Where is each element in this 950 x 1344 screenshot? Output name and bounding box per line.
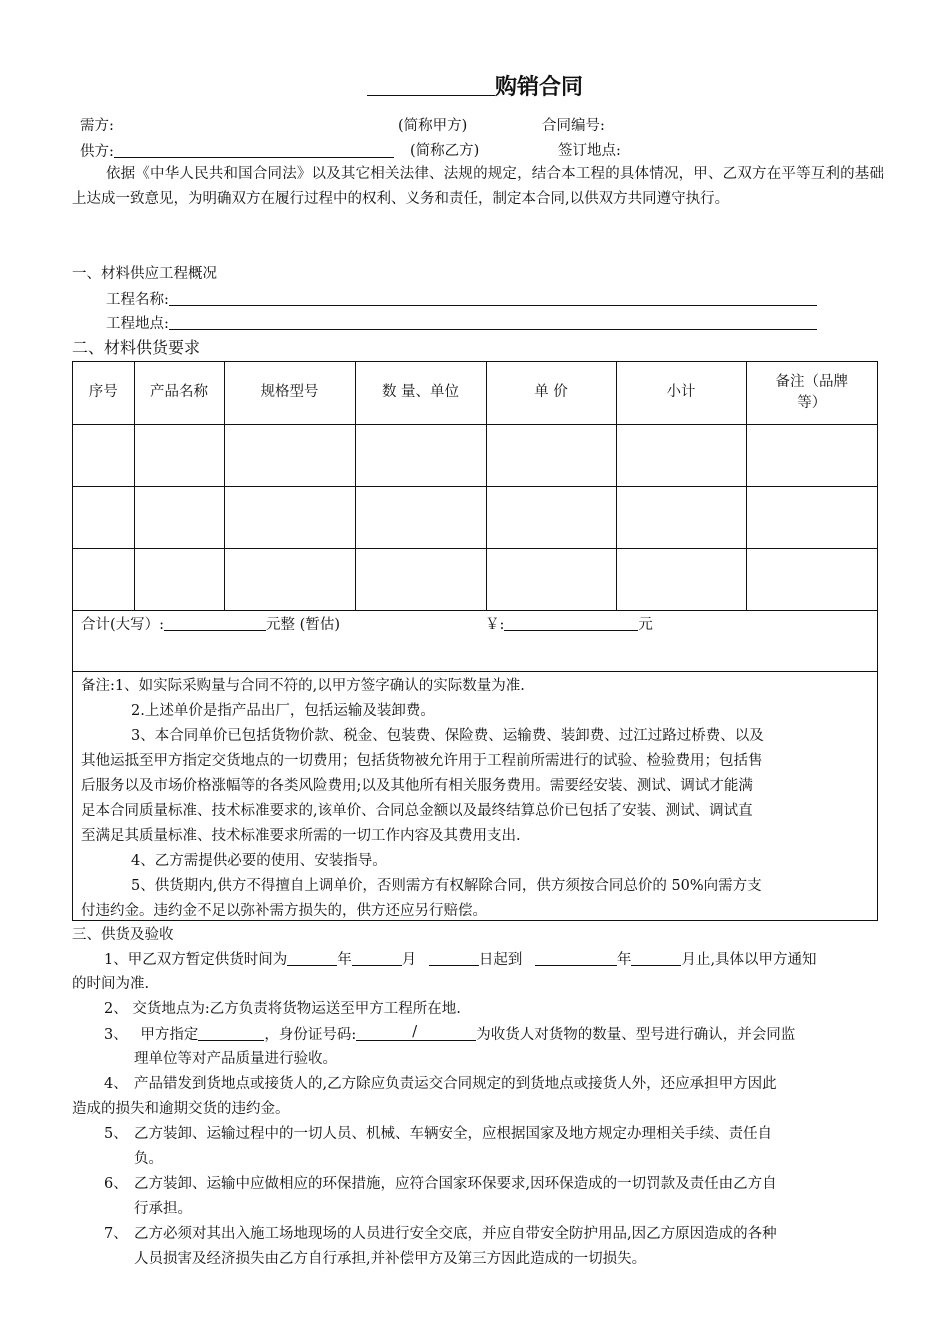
col-header-product-name: 产品名称 xyxy=(134,362,224,424)
note-line: 5、供货期内,供方不得擅自上调单价，否则需方有权解除合同，供方须按合同总价的 50%向需方支 xyxy=(131,878,762,894)
delivery-time-cont: 的时间为准. xyxy=(72,976,150,992)
col-header-quantity-unit: 数 量、单位 xyxy=(355,362,486,424)
delivery-place: 2、 交货地点为:乙方负责将货物运送至甲方工程所在地. xyxy=(104,1001,461,1017)
note-line: 备注:1、如实际采购量与合同不符的,以甲方签字确认的实际数量为准. xyxy=(81,678,525,694)
intro-paragraph: 依据《中华人民共和国合同法》以及其它相关法律、法规的规定，结合本工程的具体情况，甲、乙双方在平等互利的基础上达成一致意见，为明确双方在履行过程中的权利、义务和责任，制定本合同,以供双方共同遵守执行。 xyxy=(72,166,884,207)
table-cell[interactable] xyxy=(224,424,355,486)
buyer-label: 需方: xyxy=(80,118,114,134)
seller-name-field[interactable] xyxy=(114,141,394,158)
start-month-label: 月 xyxy=(401,952,417,968)
start-year-label: 年 xyxy=(337,952,352,968)
total-amount-words xyxy=(81,614,340,635)
sign-place-label: 签订地点: xyxy=(558,143,621,159)
yen-suffix: 元 xyxy=(638,617,653,633)
total-suffix: 元整 (暂估) xyxy=(266,617,340,633)
item7-line1: 乙方必须对其出入施工场地现场的人员进行安全交底，并应自带安全防护用品,因乙方原因造成的各种 xyxy=(134,1226,777,1242)
note-line: 2.上述单价是指产品出厂，包括运输及装卸费。 xyxy=(131,703,435,719)
yen-label: ￥: xyxy=(485,617,505,633)
table-cell[interactable] xyxy=(134,486,224,548)
end-year-label: 年 xyxy=(616,952,632,968)
table-cell[interactable] xyxy=(73,548,134,610)
goods-table-header xyxy=(73,362,877,424)
receiver-duty-text: 为收货人对货物的数量、型号进行确认，并会同监 xyxy=(476,1027,796,1043)
table-cell[interactable] xyxy=(486,424,616,486)
table-row xyxy=(73,548,877,610)
start-day-field[interactable] xyxy=(429,949,479,966)
item5-line1: 乙方装卸、运输过程中的一切人员、机械、车辆安全，应根据国家及地方规定办理相关手续、责任自 xyxy=(134,1126,772,1142)
note-line: 后服务以及市场价格涨幅等的各类风险费用;以及其他所有相关服务费用。需要经安装、测试、调试才能满 xyxy=(81,778,753,794)
note-line: 足本合同质量标准、技术标准要求的,该单价、合同总金额以及最终结算总价已包括了安装、测试、调试直 xyxy=(81,803,753,819)
table-cell[interactable] xyxy=(73,424,134,486)
project-location-field[interactable] xyxy=(169,313,817,330)
table-cell[interactable] xyxy=(486,548,616,610)
table-cell[interactable] xyxy=(746,548,877,610)
project-location-row xyxy=(106,313,817,334)
project-name-label: 工程名称: xyxy=(106,292,169,308)
item5-number: 5、 xyxy=(104,1126,128,1142)
total-amount-yen xyxy=(485,614,653,635)
table-cell[interactable] xyxy=(616,548,746,610)
title-blank-field[interactable] xyxy=(367,72,495,96)
note-line: 其他运抵至甲方指定交货地点的一切费用；包括货物被允许用于工程前所需进行的试验、检验费用；包括售 xyxy=(81,753,763,769)
table-cell[interactable] xyxy=(355,548,486,610)
table-cell[interactable] xyxy=(355,486,486,548)
col-header-unit-price: 单 价 xyxy=(486,362,616,424)
project-name-row xyxy=(106,289,817,310)
id-number-field[interactable] xyxy=(356,1024,476,1041)
end-month-label: 月止,具体以甲方通知 xyxy=(681,952,817,968)
section3-heading: 三、供货及验收 xyxy=(72,927,174,943)
section2-heading: 二、材料供货要求 xyxy=(72,338,201,357)
receiver-row xyxy=(104,1024,795,1045)
supply-requirements-block xyxy=(72,361,878,921)
table-cell[interactable] xyxy=(616,424,746,486)
start-day-label: 日起到 xyxy=(478,952,523,968)
seller-label: 供方: xyxy=(80,144,114,160)
total-row xyxy=(73,610,877,672)
table-row xyxy=(73,424,877,486)
table-cell[interactable] xyxy=(355,424,486,486)
item5-line2: 负。 xyxy=(134,1151,163,1167)
table-cell[interactable] xyxy=(486,486,616,548)
id-number-label: 身份证号码: xyxy=(278,1027,357,1043)
col-header-subtotal: 小计 xyxy=(616,362,746,424)
col-header-spec-model: 规格型号 xyxy=(224,362,355,424)
item6-line2: 行承担。 xyxy=(134,1201,192,1217)
note-line: 4、乙方需提供必要的使用、安装指导。 xyxy=(131,853,387,869)
goods-table xyxy=(73,362,877,611)
item7-number: 7、 xyxy=(104,1226,128,1242)
start-month-field[interactable] xyxy=(352,949,402,966)
item3-number: 3、 xyxy=(104,1027,128,1043)
table-cell[interactable] xyxy=(746,424,877,486)
table-cell[interactable] xyxy=(73,486,134,548)
table-cell[interactable] xyxy=(224,548,355,610)
title-text: 购销合同 xyxy=(494,75,583,100)
item6-number: 6、 xyxy=(104,1176,128,1192)
total-label: 合计(大写）: xyxy=(81,617,165,633)
end-year-field[interactable] xyxy=(535,949,617,966)
buyer-short-name: (简称甲方) xyxy=(398,118,468,134)
seller-short-name: (简称乙方) xyxy=(410,143,480,159)
project-name-field[interactable] xyxy=(169,289,817,306)
table-cell[interactable] xyxy=(616,486,746,548)
end-month-field[interactable] xyxy=(631,949,681,966)
note-line: 付违约金。违约金不足以弥补需方损失的，供方还应另行赔偿。 xyxy=(81,903,487,919)
yen-amount-field[interactable] xyxy=(504,614,638,631)
table-cell[interactable] xyxy=(224,486,355,548)
item4-line1: 产品错发到货地点或接货人的,乙方除应负责运交合同规定的到货地点或接货人外，还应承担甲方因此 xyxy=(134,1076,777,1092)
seller-row xyxy=(80,141,394,162)
contract-title xyxy=(0,72,950,103)
receiver-comma: ， xyxy=(264,1027,279,1043)
section1-heading: 一、材料供应工程概况 xyxy=(72,266,217,282)
receiver-designate-text: 甲方指定 xyxy=(140,1027,199,1043)
note-line: 至满足其质量标准、技术标准要求所需的一切工作内容及其费用支出. xyxy=(81,828,521,844)
start-year-field[interactable] xyxy=(287,949,337,966)
remarks-notes xyxy=(73,672,877,920)
delivery-time-text: 1、甲乙双方暂定供货时间为 xyxy=(104,952,288,968)
receiver-name-field[interactable] xyxy=(198,1024,264,1041)
delivery-time-row xyxy=(104,949,817,970)
col-header-remarks: 备注（品牌等） xyxy=(746,362,877,424)
item4-number: 4、 xyxy=(104,1076,128,1092)
total-words-field[interactable] xyxy=(164,614,266,631)
receiver-cont: 理单位等对产品质量进行验收。 xyxy=(134,1051,337,1067)
contract-number-label: 合同编号: xyxy=(542,118,605,134)
note-line: 3、本合同单价已包括货物价款、税金、包装费、保险费、运输费、装卸费、过江过路过桥费、以及 xyxy=(131,728,764,744)
project-location-label: 工程地点: xyxy=(106,316,169,332)
id-slash: / xyxy=(412,1024,418,1040)
item7-line2: 人员损害及经济损失由乙方自行承担,并补偿甲方及第三方因此造成的一切损失。 xyxy=(134,1251,647,1267)
table-row xyxy=(73,486,877,548)
table-cell[interactable] xyxy=(134,548,224,610)
table-cell[interactable] xyxy=(746,486,877,548)
item6-line1: 乙方装卸、运输中应做相应的环保措施，应符合国家环保要求,因环保造成的一切罚款及责任由乙方自 xyxy=(134,1176,777,1192)
item4-line2: 造成的损失和逾期交货的违约金。 xyxy=(72,1101,290,1117)
table-cell[interactable] xyxy=(134,424,224,486)
col-header-index: 序号 xyxy=(73,362,134,424)
